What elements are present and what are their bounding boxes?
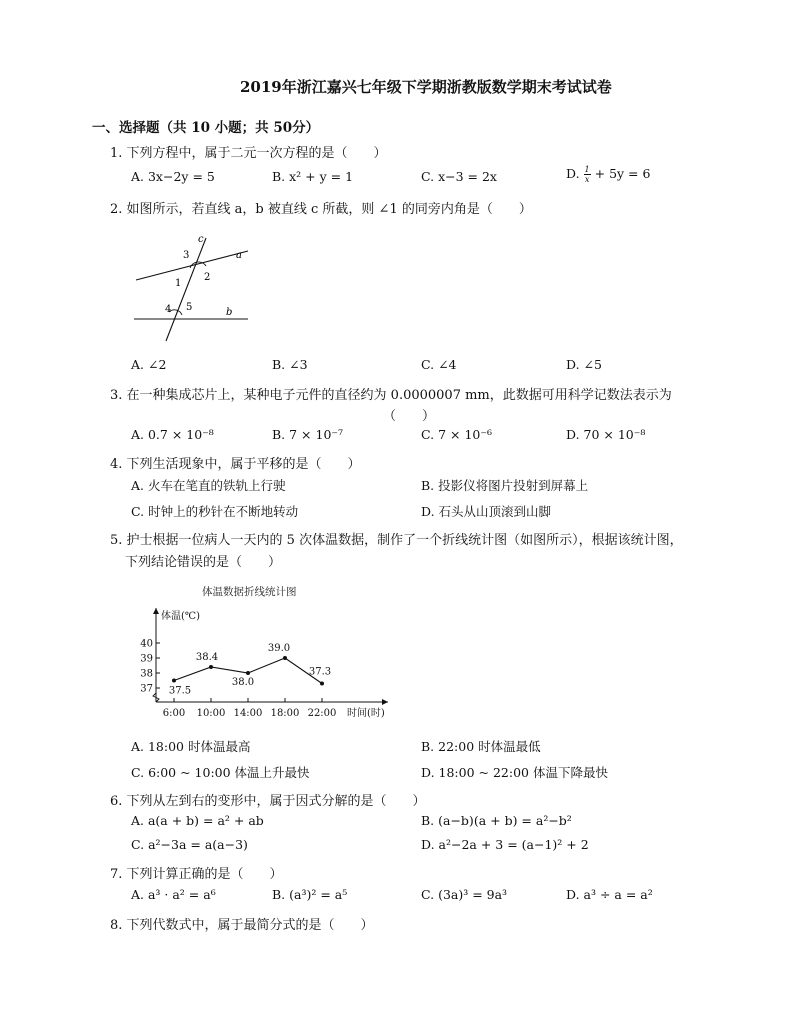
question-5-stem-line1: 5. 护士根据一位病人一天内的 5 次体温数据，制作了一个折线统计图（如图所示），根据该统计图， [110,533,683,548]
question-7-option-d: D. a³ ÷ a = a² [566,887,653,902]
x-axis-label: 时间(时) [347,708,385,719]
question-4-option-d: D. 石头从山顶滚到山脚 [421,504,552,519]
question-7-stem: 7. 下列计算正确的是（ ） [110,867,283,882]
line-chart [134,580,409,720]
question-3-paren: （ ） [383,409,436,424]
data-label: 39.0 [267,643,291,654]
question-2-option-b: B. ∠3 [272,357,308,372]
question-4-option-c: C. 时钟上的秒针在不断地转动 [131,504,299,519]
question-3-stem: 3. 在一种集成芯片上，某种电子元件的直径约为 0.0000007 mm，此数据可用科学记数法表示为 [110,388,672,403]
label-4: 4 [165,304,172,315]
data-label: 37.5 [168,685,192,697]
question-7-option-c: C. (3a)³ = 9a³ [421,887,508,902]
question-6-option-a: A. a(a + b) = a² + ab [131,813,264,828]
question-4-option-a: A. 火车在笔直的铁轨上行驶 [131,478,286,493]
question-3-option-a: A. 0.7 × 10⁻⁸ [131,427,214,442]
question-5-stem-line2: 下列结论错误的是（ ） [125,555,282,570]
question-5-option-d: D. 18:00 ~ 22:00 体温下降最快 [421,765,608,780]
label-2: 2 [204,272,211,283]
label-1: 1 [175,278,182,289]
question-4-option-b: B. 投影仪将图片投射到屏幕上 [421,478,589,493]
data-label: 37.3 [308,666,332,678]
y-axis-arrow [153,608,159,614]
question-4-stem: 4. 下列生活现象中，属于平移的是（ ） [110,457,361,472]
data-point [320,682,324,686]
data-point [283,656,287,660]
label-c: c [198,234,204,245]
question-6-option-b: B. (a−b)(a + b) = a²−b² [421,813,572,828]
label-5: 5 [186,302,193,313]
fraction [584,165,591,184]
label-a: a [236,250,242,261]
section-heading: 一、选择题（共 10 小题；共 50分） [92,120,320,136]
page-title: 2019年浙江嘉兴七年级下学期浙教版数学期末考试试卷 [240,78,612,96]
data-point [209,665,213,669]
question-1-option-d [566,165,650,184]
question-5-option-b: B. 22:00 时体温最低 [421,739,541,754]
x-tick-label: 22:00 [307,708,337,719]
data-point [172,679,176,683]
data-label: 38.0 [231,677,255,688]
y-tick-label: 39 [140,653,153,665]
x-tick-label: 18:00 [270,708,300,719]
option-d-rest: + 5y = 6 [594,166,651,181]
question-2-option-c: C. ∠4 [421,357,457,372]
question-6-stem: 6. 下列从左到右的变形中，属于因式分解的是（ ） [110,794,426,809]
question-1-option-b: B. x² + y = 1 [272,169,354,184]
x-tick-label: 6:00 [162,708,186,719]
x-tick-label: 14:00 [233,708,263,719]
question-2-option-d: D. ∠5 [566,357,602,372]
y-tick-label: 40 [140,638,153,650]
question-3-option-b: B. 7 × 10⁻⁷ [272,427,344,442]
question-3-option-d: D. 70 × 10⁻⁸ [566,427,646,442]
label-b: b [226,307,233,318]
line-a [136,251,248,280]
chart-title: 体温数据折线统计图 [202,586,297,598]
x-tick-label: 10:00 [196,708,226,719]
question-8-stem: 8. 下列代数式中，属于最简分式的是（ ） [110,918,374,933]
question-3-option-c: C. 7 × 10⁻⁶ [421,427,492,442]
question-6-option-c: C. a²−3a = a(a−3) [131,837,248,852]
y-tick-label: 37 [140,683,153,695]
y-axis-label: 体温(℃) [161,611,200,622]
question-6-option-d: D. a²−2a + 3 = (a−1)² + 2 [421,837,589,852]
question-1-option-a: A. 3x−2y = 5 [131,169,215,184]
x-axis-arrow [382,699,388,705]
label-3: 3 [183,250,190,261]
transversal-diagram [120,228,260,350]
fraction-denominator: x [584,175,590,184]
question-5-option-a: A. 18:00 时体温最高 [131,739,251,754]
question-2-option-a: A. ∠2 [131,357,167,372]
fraction-numerator: 1 [584,165,590,174]
question-7-option-b: B. (a³)² = a⁵ [272,887,348,902]
data-point [246,671,250,675]
question-2-stem: 2. 如图所示，若直线 a，b 被直线 c 所截，则 ∠1 的同旁内角是（ ） [110,202,532,217]
option-d-label: D. [566,166,580,181]
y-tick-label: 38 [140,668,153,680]
data-label: 38.4 [195,652,219,663]
question-7-option-a: A. a³ · a² = a⁶ [131,887,216,902]
question-1-stem: 1. 下列方程中，属于二元一次方程的是（ ） [110,146,387,161]
question-5-option-c: C. 6:00 ~ 10:00 体温上升最快 [131,765,310,780]
question-1-option-c: C. x−3 = 2x [421,169,497,184]
